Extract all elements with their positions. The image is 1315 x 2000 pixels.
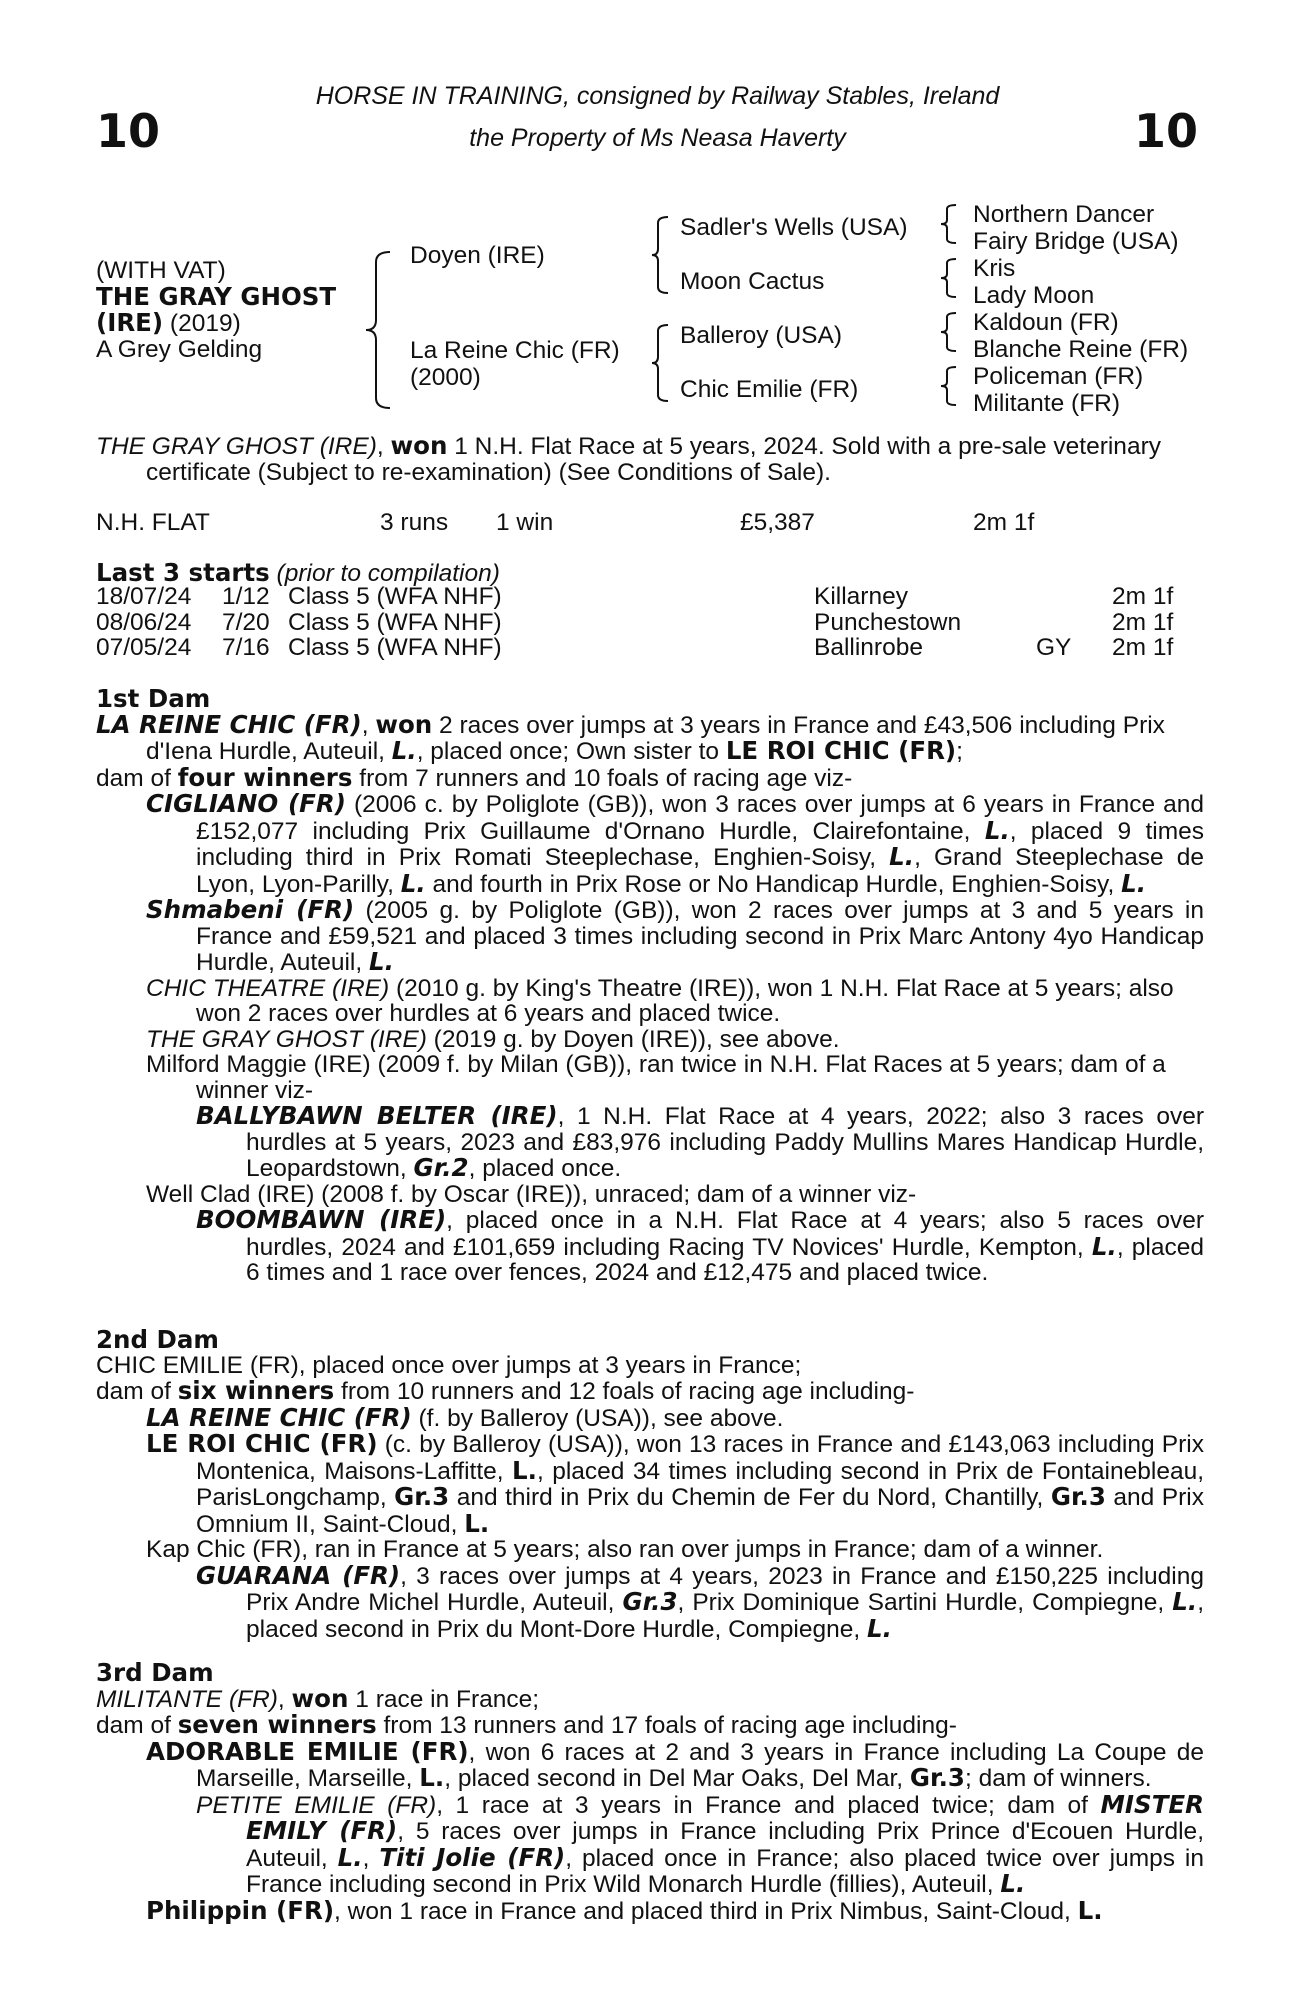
start-row: 08/06/24 7/20 Class 5 (WFA NHF) Punchestown 2m 1f [96, 608, 1174, 636]
second-dam-section: 2nd Dam CHIC EMILIE (FR), placed once over jumps at 3 years in France; dam of six winners from 10 runners and 12 foals of racing age including- LA REINE CHIC (FR) (f. by Balleroy (USA)), see above. LE ROI CHIC (FR) (c. by Balleroy (USA)), won 13 races in France and £143,063 including Prix Montenica, Maisons-Laffitte, L., placed 34 times including second in Prix de Fontainebleau, ParisLongchamp, Gr.3 and third in Prix du Chemin de Fer du Nord, Chantilly, Gr.3 and Prix Omnium II, Saint-Cloud, L. Kap Chic (FR), ran in France at 5 years; also ran over jumps in France; dam of a winner. GUARANA (FR), 3 races over jumps at 4 years, 2023 in France and £150,225 including Prix Andre Michel Hurdle, Auteuil, Gr.3, Prix Dominique Sartini Hurdle, Compiegne, L., placed second in Prix du Mont-Dore Hurdle, Compiegne, L. [96, 1325, 1205, 1643]
horse-name: THE GRAY GHOST [96, 282, 337, 311]
pedigree-g3-8: Militante (FR) [973, 390, 1121, 417]
last-starts-table [96, 584, 1173, 661]
pedigree-dam-sire: Balleroy (USA) [680, 322, 843, 349]
pedigree-brace-3d [938, 365, 960, 407]
record-wins: 1 win [496, 509, 554, 536]
pedigree-brace-2b [650, 323, 672, 403]
second-dam-title: 2nd Dam [96, 1325, 219, 1354]
record-type: N.H. FLAT [96, 509, 210, 536]
horse-origin-year: (IRE) (2019) [96, 308, 241, 337]
pedigree-g3-1: Northern Dancer [973, 201, 1155, 228]
record-runs: 3 runs [380, 509, 449, 536]
horse-description: A Grey Gelding [96, 336, 263, 363]
pedigree-g3-4: Lady Moon [973, 282, 1095, 309]
start-row: 18/07/24 1/12 Class 5 (WFA NHF) Killarney 2m 1f [96, 583, 1174, 610]
pedigree-g3-6: Blanche Reine (FR) [973, 336, 1189, 363]
pedigree-brace-3a [938, 203, 960, 245]
last-starts-title: Last 3 starts (prior to compilation) [96, 558, 500, 587]
pedigree-brace-3c [938, 311, 960, 353]
pedigree-brace-2a [650, 215, 672, 295]
start-row: 07/05/24 7/16 Class 5 (WFA NHF) Ballinrobe GY 2m 1f [96, 634, 1174, 661]
pedigree-g3-2: Fairy Bridge (USA) [973, 228, 1179, 255]
third-dam-section: 3rd Dam MILITANTE (FR), won 1 race in France; dam of seven winners from 13 runners and 17 foals of racing age including- ADORABLE EMILIE (FR), won 6 races at 2 and 3 years in France including La Coupe de Marseille, Marseille, L., placed second in Del Mar Oaks, Del Mar, Gr.3; dam of winners. PETITE EMILIE (FR), 1 race at 3 years in France and placed twice; dam of MISTER EMILY (FR), 5 races over jumps in France including Prix Prince d'Ecouen Hurdle, Auteuil, L., Titi Jolie (FR), placed once in France; also placed twice over jumps in France including second in Prix Wild Monarch Hurdle (fillies), Auteuil, L. Philippin (FR), won 1 race in France and placed third in Prix Nimbus, Saint-Cloud, L. [96, 1658, 1205, 1925]
first-dam-section: 1st Dam LA REINE CHIC (FR), won 2 races over jumps at 3 years in France and £43,506 including Prix d'Iena Hurdle, Auteuil, L., placed once; Own sister to LE ROI CHIC (FR); dam of four winners from 7 runners and 10 foals of racing age viz- CIGLIANO (FR) (2006 c. by Poliglote (GB)), won 3 races over jumps at 6 years in France and £152,077 including Prix Guillaume d'Ornano Hurdle, Clairefontaine, L., placed 9 times including third in Prix Romati Steeplechase, Enghien-Soisy, L., Grand Steeplechase de Lyon, Lyon-Parilly, L. and fourth in Prix Rose or No Handicap Hurdle, Enghien-Soisy, L. Shmabeni (FR) (2005 g. by Poliglote (GB)), won 2 races over jumps at 3 and 5 years in France and £59,521 and placed 3 times including second in Prix Marc Antony 4yo Handicap Hurdle, Auteuil, L. CHIC THEATRE (IRE) (2010 g. by King's Theatre (IRE)), won 1 N.H. Flat Race at 5 years; also won 2 races over hurdles at 6 years and placed twice. THE GRAY GHOST (IRE) (2019 g. by Doyen (IRE)), see above. Milford Maggie (IRE) (2009 f. by Milan (GB)), ran twice in N.H. Flat Races at 5 years; dam of a winner viz- BALLYBAWN BELTER (IRE), 1 N.H. Flat Race at 4 years, 2022; also 3 races over hurdles at 5 years, 2023 and £83,976 including Paddy Mullins Mares Handicap Hurdle, Leopardstown, Gr.2, placed once. Well Clad (IRE) (2008 f. by Oscar (IRE)), unraced; dam of a winner viz- BOOMBAWN (IRE), placed once in a N.H. Flat Race at 4 years; also 5 races over hurdles, 2024 and £101,659 including Racing TV Novices' Hurdle, Kempton, L., placed 6 times and 1 race over fences, 2024 and £12,475 and placed twice. [96, 684, 1204, 1286]
pedigree-g3-7: Policeman (FR) [973, 363, 1144, 390]
pedigree-brace-3b [938, 257, 960, 299]
pedigree-dam-year: (2000) [410, 364, 481, 391]
third-dam-title: 3rd Dam [96, 1658, 214, 1687]
pedigree-sire-sire: Sadler's Wells (USA) [680, 214, 908, 241]
pedigree-dam-dam: Chic Emilie (FR) [680, 376, 859, 403]
pedigree-sire: Doyen (IRE) [410, 242, 545, 269]
horse-vat: (WITH VAT) [96, 257, 226, 284]
pedigree-brace-1 [364, 250, 394, 410]
race-summary: THE GRAY GHOST (IRE), won 1 N.H. Flat Race at 5 years, 2024. Sold with a pre-sale veterinary certificate (Subject to re-examination) (See Conditions of Sale). [96, 431, 1161, 486]
pedigree-sire-dam: Moon Cactus [680, 268, 825, 295]
header-property: the Property of Ms Neasa Haverty [469, 124, 846, 152]
pedigree-dam: La Reine Chic (FR) [410, 337, 620, 364]
header-consignor: HORSE IN TRAINING, consigned by Railway Stables, Ireland [315, 82, 1000, 110]
pedigree-g3-3: Kris [973, 255, 1016, 282]
lot-number-left: 10 [96, 104, 161, 158]
first-dam-title: 1st Dam [96, 684, 211, 713]
record-prize: £5,387 [740, 509, 815, 536]
pedigree-g3-5: Kaldoun (FR) [973, 309, 1119, 336]
record-distance: 2m 1f [973, 509, 1035, 536]
lot-number-right: 10 [1133, 104, 1198, 158]
